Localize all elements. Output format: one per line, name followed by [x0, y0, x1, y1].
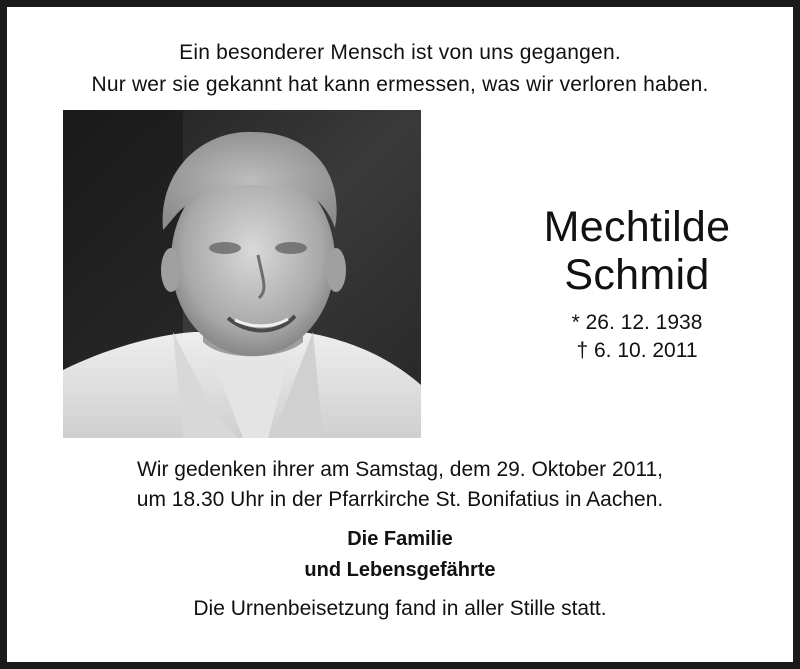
first-name: Mechtilde [543, 203, 731, 251]
deceased-info [487, 203, 787, 365]
memorial-line-2: um 18.30 Uhr in der Pfarrkirche St. Bonifatius in Aachen. [136, 488, 664, 511]
death-date: † 6. 10. 2011 [576, 339, 698, 362]
intro-line-2: Nur wer sie gekannt hat kann ermessen, was wir verloren haben. [91, 73, 709, 96]
burial-note: Die Urnenbeisetzung fand in aller Stille statt. [193, 597, 607, 620]
portrait-image [63, 110, 421, 438]
family-signature [7, 524, 793, 586]
signature-line-2: und Lebensgefährte [304, 559, 496, 581]
birth-date: * 26. 12. 1938 [571, 311, 703, 334]
signature-line-1: Die Familie [347, 528, 453, 550]
memorial-service-text [7, 455, 793, 515]
life-dates [487, 309, 787, 365]
intro-line-1: Ein besonderer Mensch ist von uns gegangen. [179, 41, 621, 64]
intro-text [7, 37, 793, 101]
last-name: Schmid [564, 251, 710, 299]
memorial-line-1: Wir gedenken ihrer am Samstag, dem 29. Oktober 2011, [136, 458, 664, 481]
portrait-photo [63, 110, 421, 438]
